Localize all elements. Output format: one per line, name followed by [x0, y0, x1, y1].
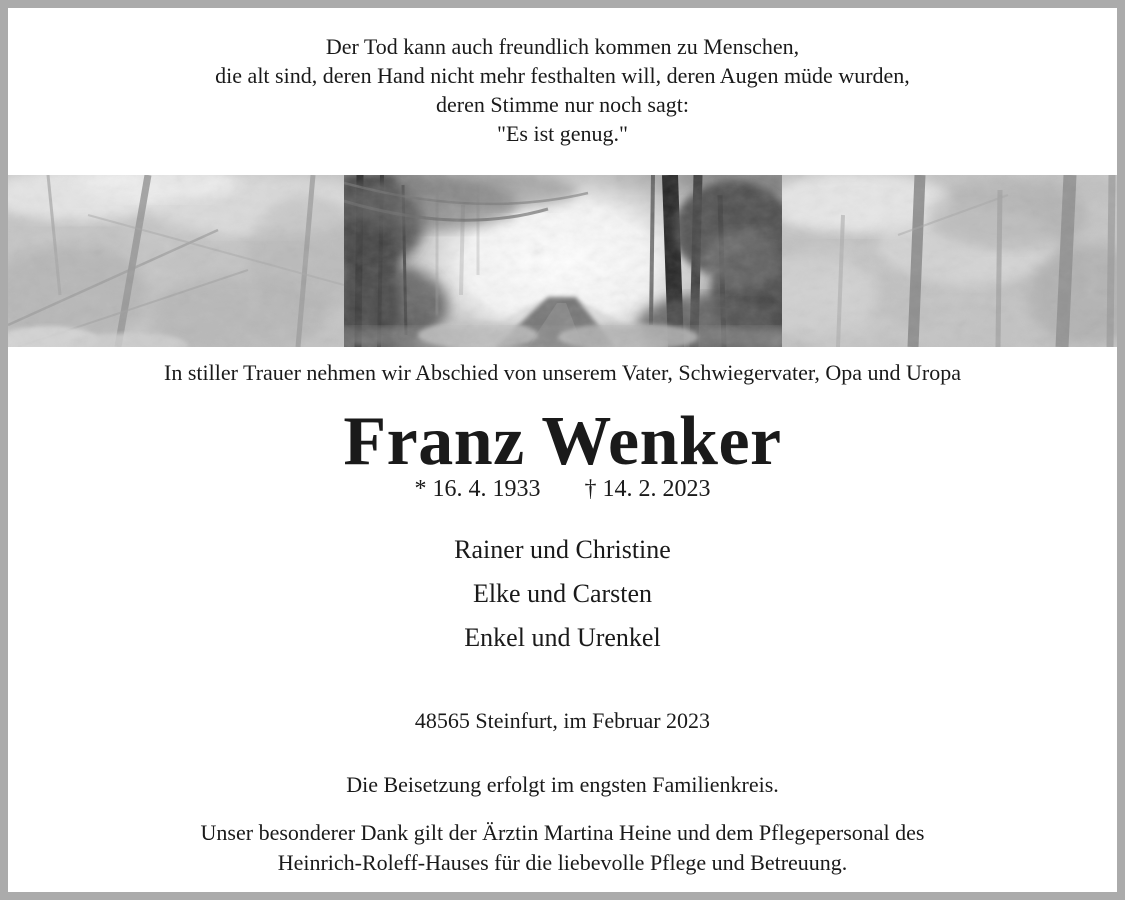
thanks-note — [8, 818, 1117, 878]
birth-date: * 16. 4. 1933 — [414, 476, 541, 502]
forest-path-photo — [8, 175, 1117, 347]
mourner-line: Enkel und Urenkel — [464, 623, 661, 652]
thanks-line: Unser besonderer Dank gilt der Ärztin Martina Heine und dem Pflegepersonal des — [200, 820, 925, 845]
life-dates — [8, 474, 1117, 504]
poem-line: die alt sind, deren Hand nicht mehr festhalten will, deren Augen müde wurden, — [215, 63, 910, 88]
poem-line: Der Tod kann auch freundlich kommen zu Menschen, — [325, 34, 800, 59]
mourning-intro: In stiller Trauer nehmen wir Abschied von unserem Vater, Schwiegervater, Opa und Uropa — [164, 360, 961, 385]
place-date-line: 48565 Steinfurt, im Februar 2023 — [414, 708, 711, 733]
photo-center-panel — [313, 175, 815, 347]
photo-left-panel — [8, 175, 368, 347]
mourner-line: Rainer und Christine — [454, 535, 671, 564]
poem-line: deren Stimme nur noch sagt: — [436, 92, 689, 117]
photo-right-panel — [738, 175, 1117, 347]
opening-poem — [8, 32, 1117, 148]
poem-line: "Es ist genug." — [496, 121, 628, 146]
death-date: † 14. 2. 2023 — [584, 476, 711, 502]
mourners-list — [8, 528, 1117, 660]
funeral-note: Die Beisetzung erfolgt im engsten Familienkreis. — [346, 772, 779, 797]
mourner-line: Elke und Carsten — [472, 579, 653, 608]
thanks-line: Heinrich-Roleff-Hauses für die liebevolle Pflege und Betreuung. — [277, 850, 848, 875]
deceased-name: Franz Wenker — [343, 403, 782, 480]
